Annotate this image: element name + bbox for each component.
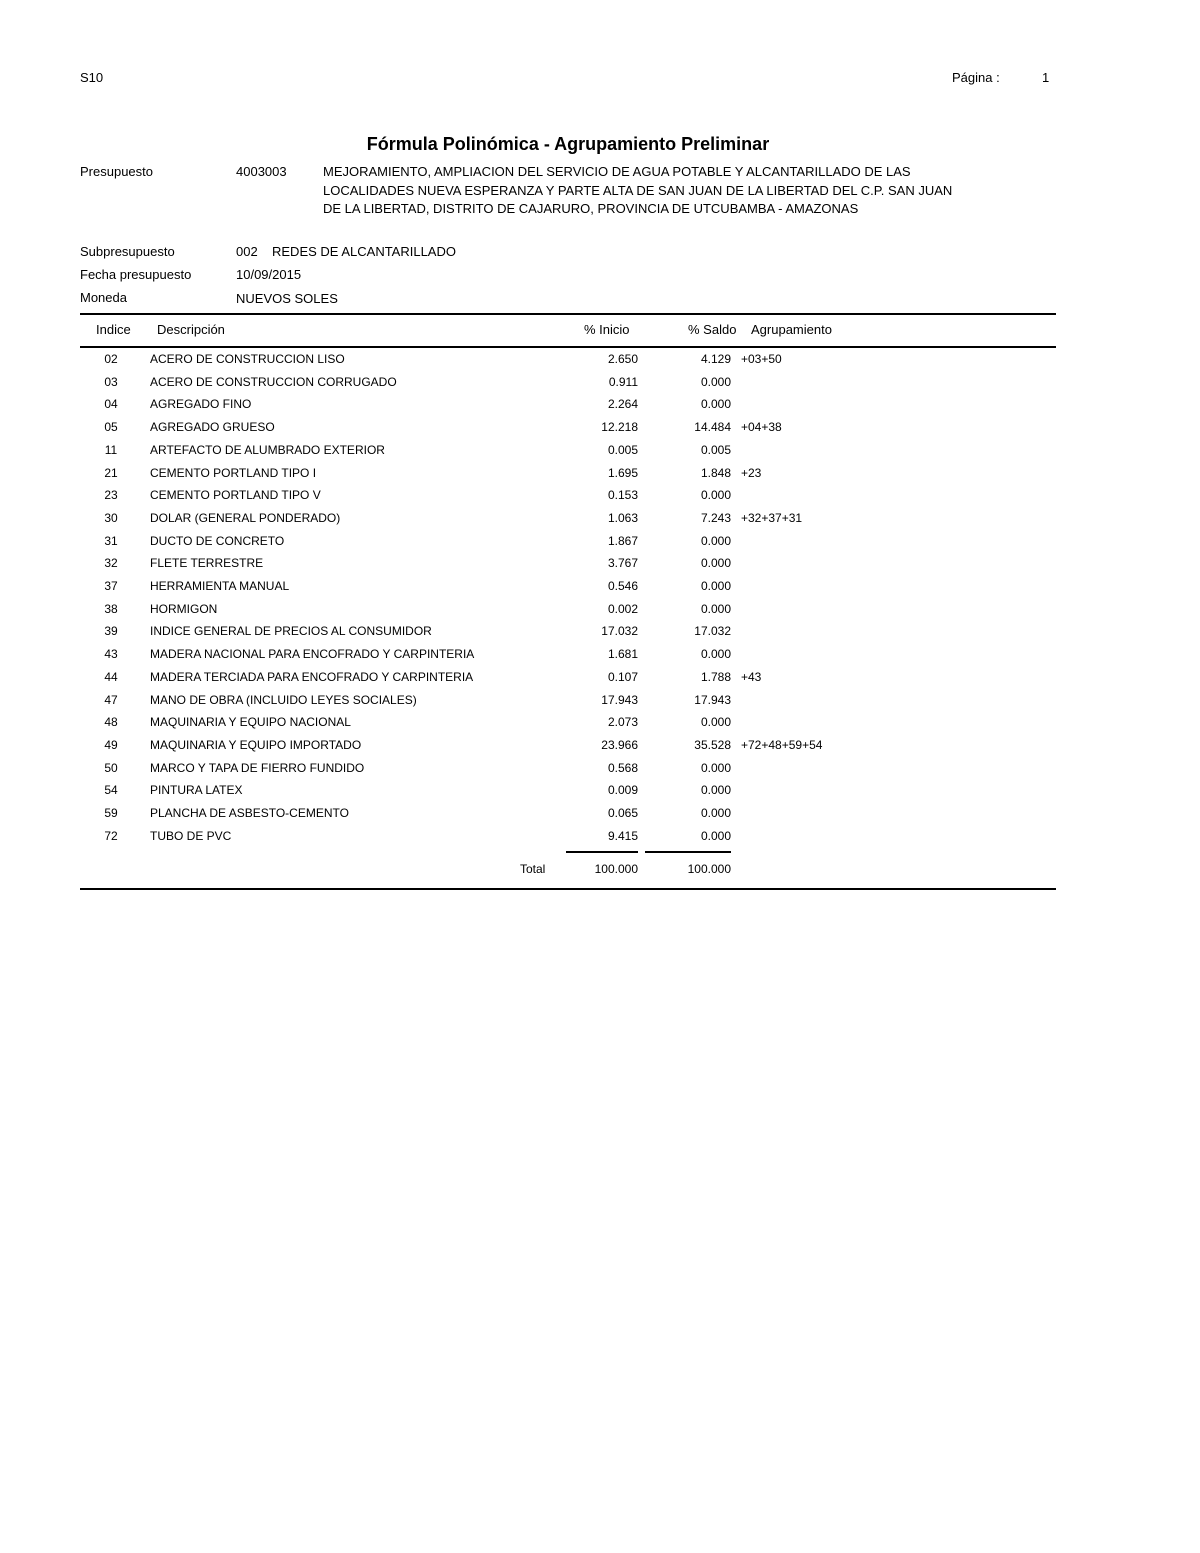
- cell-descripcion: DOLAR (GENERAL PONDERADO): [150, 510, 341, 525]
- cell-saldo: 0.000: [700, 601, 731, 616]
- total-inicio: 100.000: [594, 862, 638, 876]
- subpresupuesto-code: 002: [236, 244, 258, 259]
- cell-indice: 02: [104, 352, 118, 366]
- col-header-inicio: % Inicio: [584, 322, 630, 337]
- cell-inicio: 1.681: [607, 647, 638, 662]
- cell-indice: 05: [104, 420, 118, 435]
- moneda-label: Moneda: [80, 290, 127, 305]
- cell-indice: 30: [104, 510, 118, 525]
- cell-indice: 37: [104, 579, 118, 593]
- cell-indice: 21: [104, 465, 118, 480]
- table-header-rule: [80, 346, 1056, 348]
- cell-inicio: 2.650: [607, 352, 638, 366]
- cell-agrupamiento: +04+38: [741, 420, 782, 435]
- cell-descripcion: PLANCHA DE ASBESTO-CEMENTO: [150, 806, 349, 820]
- cell-descripcion: MAQUINARIA Y EQUIPO IMPORTADO: [150, 737, 362, 752]
- table-row: [0, 602, 1200, 624]
- col-header-saldo: % Saldo: [688, 322, 737, 337]
- cell-saldo: 35.528: [694, 737, 731, 752]
- cell-saldo: 0.000: [700, 806, 731, 820]
- fecha-label: Fecha presupuesto: [80, 267, 192, 282]
- table-row: [0, 806, 1200, 828]
- table-row: [0, 579, 1200, 601]
- cell-indice: 59: [104, 806, 118, 820]
- cell-indice: 11: [104, 442, 118, 457]
- cell-saldo: 14.484: [694, 420, 731, 435]
- cell-saldo: 7.243: [700, 510, 731, 525]
- cell-saldo: 0.000: [700, 715, 731, 730]
- cell-saldo: 0.005: [700, 442, 731, 457]
- cell-descripcion: PINTURA LATEX: [150, 783, 243, 798]
- cell-descripcion: ACERO DE CONSTRUCCION LISO: [150, 352, 345, 366]
- total-saldo: 100.000: [687, 862, 731, 876]
- cell-saldo: 1.788: [700, 669, 731, 684]
- table-row: [0, 624, 1200, 646]
- total-label: Total: [520, 862, 546, 876]
- cell-inicio: 1.695: [607, 465, 638, 480]
- cell-saldo: 1.848: [700, 465, 731, 480]
- cell-inicio: 0.546: [607, 579, 638, 593]
- cell-inicio: 0.107: [607, 669, 638, 684]
- cell-inicio: 9.415: [607, 828, 638, 843]
- page-number: 1: [1042, 70, 1050, 85]
- table-row: [0, 738, 1200, 760]
- cell-indice: 31: [104, 533, 118, 548]
- cell-saldo: 0.000: [700, 533, 731, 548]
- table-row: [0, 352, 1200, 374]
- cell-inicio: 1.867: [607, 533, 638, 548]
- page-label: Página :: [952, 70, 1000, 85]
- table-row: [0, 670, 1200, 692]
- cell-indice: 44: [104, 669, 118, 684]
- inicio-total-underline: [566, 851, 638, 853]
- cell-descripcion: AGREGADO GRUESO: [150, 420, 275, 435]
- table-row: [0, 693, 1200, 715]
- presupuesto-code: 4003003: [236, 164, 287, 179]
- fecha-value: 10/09/2015: [236, 267, 302, 282]
- cell-inicio: 23.966: [601, 737, 638, 752]
- cell-descripcion: FLETE TERRESTRE: [150, 556, 264, 571]
- cell-indice: 04: [104, 397, 118, 412]
- cell-saldo: 0.000: [700, 556, 731, 571]
- cell-inicio: 0.009: [607, 783, 638, 798]
- table-row: [0, 761, 1200, 783]
- cell-descripcion: MANO DE OBRA (INCLUIDO LEYES SOCIALES): [150, 692, 417, 707]
- cell-inicio: 0.568: [607, 760, 638, 775]
- table-bottom-rule: [80, 888, 1056, 890]
- cell-inicio: 0.153: [607, 488, 638, 503]
- table-row: [0, 556, 1200, 578]
- table-top-rule: [80, 313, 1056, 315]
- presupuesto-description: MEJORAMIENTO, AMPLIACION DEL SERVICIO DE AGUA POTABLE Y ALCANTARILLADO DE LAS LOCALIDADES NUEVA ESPERANZA Y PARTE ALTA DE SAN JUAN DE LA LIBERTAD DEL C.P. SAN JUAN DE LA LIBERTAD, DISTRITO DE CAJARURO, PROVINCIA DE UTCUBAMBA - AMAZONAS: [323, 164, 953, 216]
- cell-saldo: 0.000: [700, 828, 731, 843]
- cell-descripcion: MARCO Y TAPA DE FIERRO FUNDIDO: [150, 760, 365, 775]
- cell-inicio: 2.264: [607, 397, 638, 412]
- cell-agrupamiento: +72+48+59+54: [741, 737, 823, 752]
- cell-inicio: 0.005: [607, 442, 638, 457]
- cell-inicio: 3.767: [607, 556, 638, 571]
- cell-inicio: 2.073: [607, 715, 638, 730]
- cell-inicio: 0.065: [607, 806, 638, 820]
- report-title: Fórmula Polinómica - Agrupamiento Preliminar: [366, 134, 770, 154]
- presupuesto-label: Presupuesto: [80, 164, 153, 179]
- table-row: [0, 420, 1200, 442]
- saldo-total-underline: [645, 851, 731, 853]
- cell-agrupamiento: +32+37+31: [741, 510, 803, 525]
- cell-saldo: 4.129: [700, 352, 731, 366]
- subpresupuesto-description: REDES DE ALCANTARILLADO: [272, 244, 456, 259]
- table-row: [0, 397, 1200, 419]
- cell-inicio: 17.032: [601, 624, 638, 639]
- col-header-agrupamiento: Agrupamiento: [751, 322, 832, 337]
- table-row: [0, 715, 1200, 737]
- cell-indice: 38: [104, 601, 118, 616]
- cell-saldo: 0.000: [700, 397, 731, 412]
- cell-descripcion: MAQUINARIA Y EQUIPO NACIONAL: [150, 715, 351, 730]
- cell-indice: 72: [104, 828, 118, 843]
- cell-descripcion: HERRAMIENTA MANUAL: [150, 579, 290, 593]
- table-row: [0, 488, 1200, 510]
- moneda-value: NUEVOS SOLES: [236, 291, 338, 306]
- cell-descripcion: DUCTO DE CONCRETO: [150, 533, 285, 548]
- cell-indice: 39: [104, 624, 118, 639]
- table-row: [0, 829, 1200, 851]
- cell-indice: 50: [104, 760, 118, 775]
- cell-inicio: 1.063: [607, 510, 638, 525]
- cell-descripcion: INDICE GENERAL DE PRECIOS AL CONSUMIDOR: [150, 624, 432, 639]
- cell-descripcion: CEMENTO PORTLAND TIPO I: [150, 465, 317, 480]
- cell-descripcion: MADERA NACIONAL PARA ENCOFRADO Y CARPINTERIA: [150, 647, 475, 662]
- cell-saldo: 0.000: [700, 647, 731, 662]
- cell-saldo: 17.943: [694, 692, 731, 707]
- cell-saldo: 0.000: [700, 374, 731, 389]
- cell-agrupamiento: +23: [741, 465, 762, 480]
- cell-descripcion: MADERA TERCIADA PARA ENCOFRADO Y CARPINTERIA: [150, 669, 474, 684]
- table-row: [0, 534, 1200, 556]
- table-row: [0, 375, 1200, 397]
- table-row: [0, 511, 1200, 533]
- table-row: [0, 443, 1200, 465]
- cell-inicio: 0.002: [607, 601, 638, 616]
- cell-indice: 47: [104, 692, 118, 707]
- table-row: [0, 783, 1200, 805]
- cell-saldo: 0.000: [700, 783, 731, 798]
- cell-indice: 03: [104, 374, 118, 389]
- cell-descripcion: CEMENTO PORTLAND TIPO V: [150, 488, 321, 503]
- cell-saldo: 17.032: [694, 624, 731, 639]
- cell-indice: 54: [104, 783, 118, 798]
- cell-saldo: 0.000: [700, 760, 731, 775]
- system-name: S10: [80, 70, 104, 85]
- cell-inicio: 12.218: [601, 420, 638, 435]
- cell-agrupamiento: +03+50: [741, 352, 782, 366]
- cell-indice: 43: [104, 647, 118, 662]
- cell-indice: 23: [104, 488, 118, 503]
- table-row: [0, 466, 1200, 488]
- cell-indice: 48: [104, 715, 118, 730]
- cell-inicio: 0.911: [608, 374, 638, 389]
- cell-inicio: 17.943: [601, 692, 638, 707]
- cell-descripcion: HORMIGON: [150, 601, 218, 616]
- cell-saldo: 0.000: [700, 579, 731, 593]
- cell-indice: 32: [104, 556, 118, 571]
- col-header-indice: Indice: [96, 322, 131, 337]
- cell-descripcion: ARTEFACTO DE ALUMBRADO EXTERIOR: [150, 442, 385, 457]
- cell-descripcion: ACERO DE CONSTRUCCION CORRUGADO: [150, 374, 397, 389]
- cell-saldo: 0.000: [700, 488, 731, 503]
- subpresupuesto-label: Subpresupuesto: [80, 244, 175, 259]
- table-row: [0, 647, 1200, 669]
- cell-agrupamiento: +43: [741, 669, 762, 684]
- cell-indice: 49: [104, 737, 118, 752]
- col-header-descripcion: Descripción: [157, 322, 225, 337]
- cell-descripcion: AGREGADO FINO: [150, 397, 252, 412]
- cell-descripcion: TUBO DE PVC: [150, 828, 232, 843]
